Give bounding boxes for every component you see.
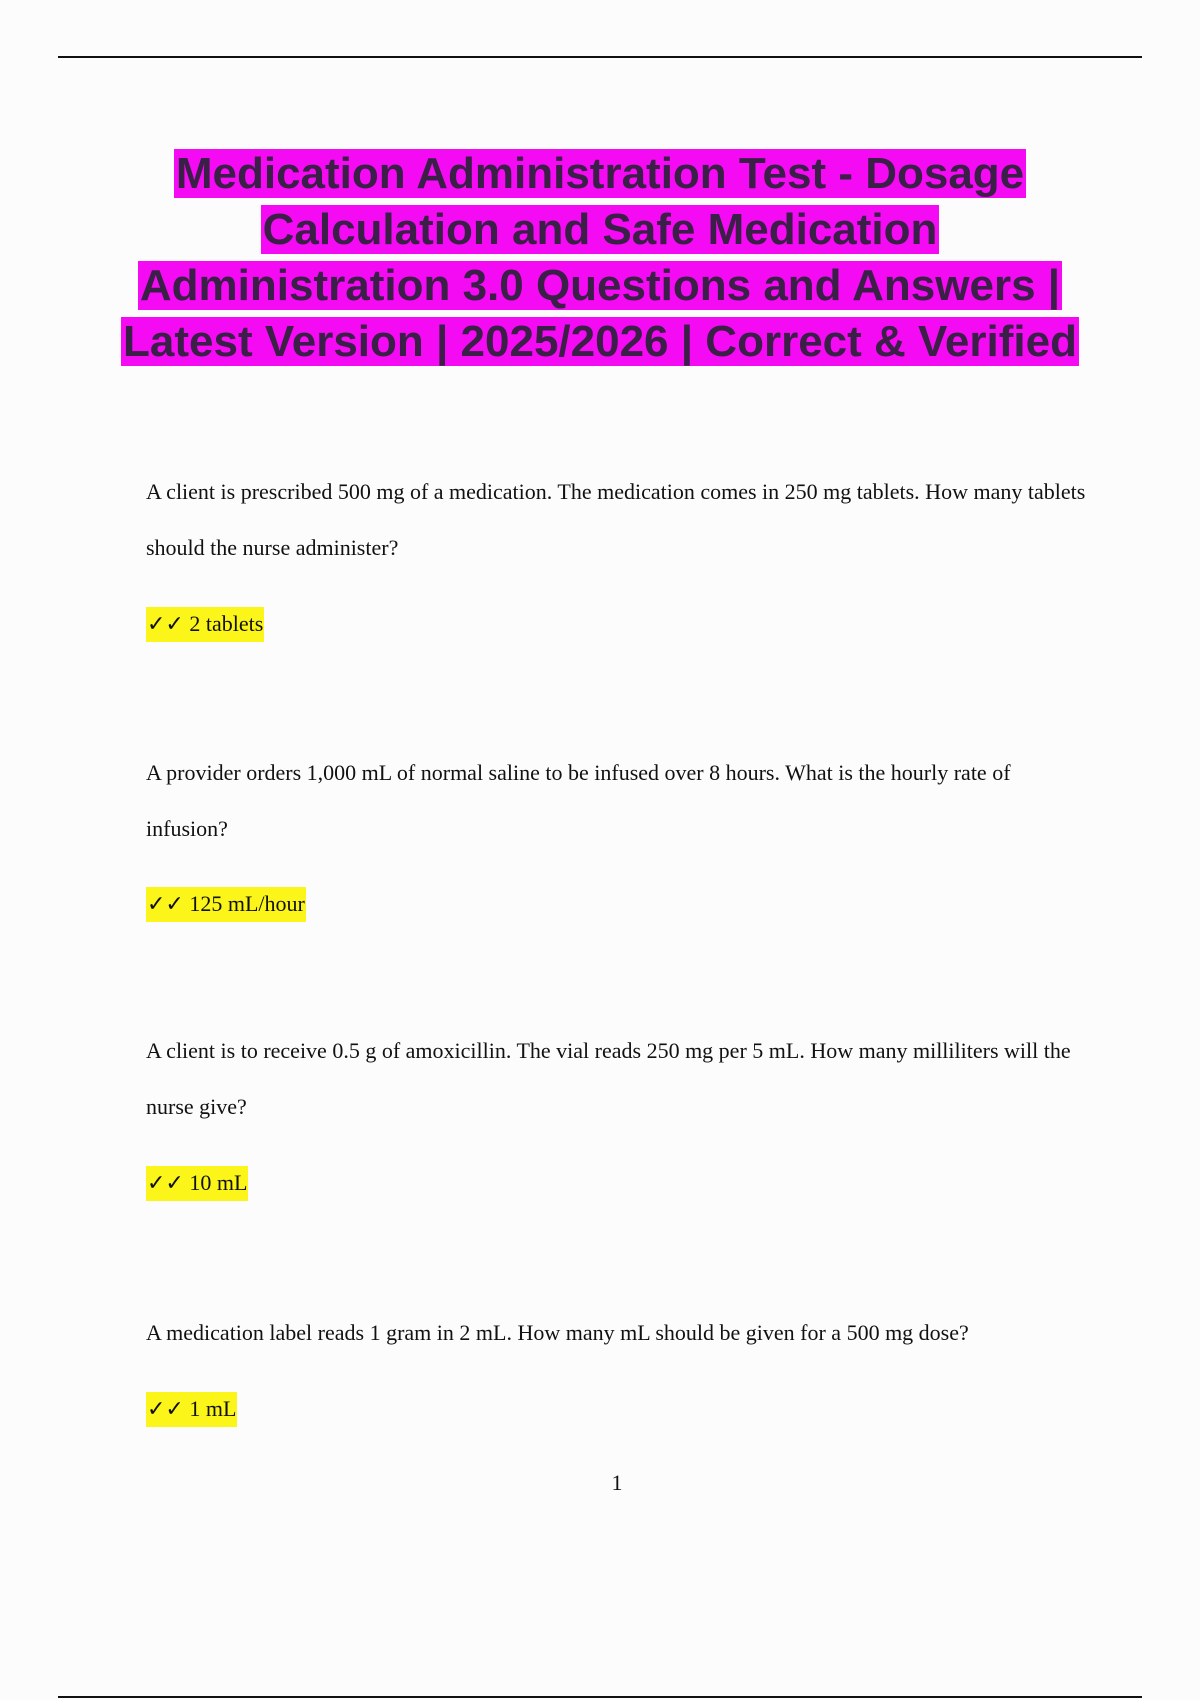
answer-3 xyxy=(146,1166,248,1201)
answer-1 xyxy=(146,607,264,642)
question-1 xyxy=(146,464,1096,576)
question-text: A client is prescribed 500 mg of a medication. The medication comes in 250 mg tablets. How many tablets should the nurse administer? xyxy=(146,479,1086,560)
question-2 xyxy=(146,745,1096,857)
page-number: 1 xyxy=(611,1470,623,1495)
answer-text: 125 mL/hour xyxy=(189,891,305,916)
check-icon: ✓✓ xyxy=(147,892,184,917)
question-text: A client is to receive 0.5 g of amoxicillin. The vial reads 250 mg per 5 mL. How many milliliters will the nurse give? xyxy=(146,1038,1071,1119)
check-icon: ✓✓ xyxy=(147,612,184,637)
answer-text: 1 mL xyxy=(189,1396,237,1421)
check-icon: ✓✓ xyxy=(147,1171,184,1196)
answer-text: 10 mL xyxy=(189,1170,248,1195)
question-text: A medication label reads 1 gram in 2 mL. How many mL should be given for a 500 mg dose? xyxy=(146,1320,969,1345)
document-title xyxy=(120,146,1080,370)
answer-4 xyxy=(146,1392,237,1427)
check-icon: ✓✓ xyxy=(147,1397,184,1422)
title-text: Medication Administration Test - Dosage Calculation and Safe Medication Administration 3.0 Questions and Answers | Latest Version | 2025/2026 | Correct & Verified xyxy=(123,149,1077,366)
question-text: A provider orders 1,000 mL of normal saline to be infused over 8 hours. What is the hourly rate of infusion? xyxy=(146,760,1011,841)
question-4 xyxy=(146,1305,1096,1361)
footer-rule xyxy=(58,1696,1142,1698)
answer-text: 2 tablets xyxy=(189,611,264,636)
answer-2 xyxy=(146,887,306,922)
question-3 xyxy=(146,1023,1096,1135)
header-rule xyxy=(58,56,1142,58)
